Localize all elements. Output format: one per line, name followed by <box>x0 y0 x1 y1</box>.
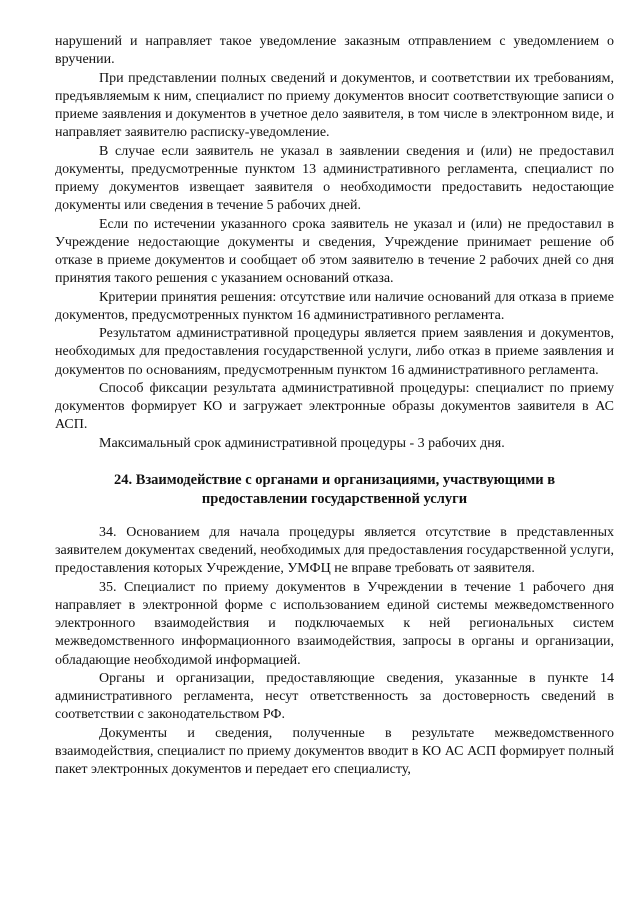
paragraph-result-recording: Способ фиксации результата административной процедуры: специалист по приему документов формирует КО и загружает электронные образы документов заявителя в АС АСП. <box>55 380 614 433</box>
paragraph-interagency-docs: Документы и сведения, полученные в результате межведомственного взаимодействия, специалист по приему документов вводит в КО АС АСП формирует полный пакет электронных документов и передает его специалисту, <box>55 725 614 777</box>
paragraph-continuation: нарушений и направляет такое уведомление заказным отправлением с уведомлением о вручении. <box>55 34 614 68</box>
paragraph-34: 34. Основанием для начала процедуры является отсутствие в представленных заявителем документах сведений, необходимых для предоставления государственной услуги, предоставления которых Учреждение, УМФЦ не вправе требовать от заявителя. <box>55 524 614 577</box>
paragraph-max-duration: Максимальный срок административной процедуры - 3 рабочих дня. <box>99 435 505 451</box>
section-heading: 24. Взаимодействие с органами и организациями, участвующими в предоставлении государственной услуги <box>113 471 556 507</box>
paragraph-decision-criteria: Критерии принятия решения: отсутствие или наличие оснований для отказа в приеме документов, предусмотренных пунктом 16 административного регламента. <box>55 289 614 323</box>
paragraph-35: 35. Специалист по приему документов в Учреждении в течение 1 рабочего дня направляет в электронной форме с использованием единой системы межведомственного электронного взаимодействия и подключаемых к ней региональных систем межведомственного информационного взаимодействия, запросы в органы и организации, обладающие необходимой информацией. <box>55 579 614 668</box>
paragraph-acceptance-records: При представлении полных сведений и документов, и соответствии их требованиям, предъявляемым к ним, специалист по приему документов вносит соответствующие записи о приеме заявления и документов в учетное дело заявителя, в том числе в электронном виде, и направляет заявителю расписку-уведомление. <box>55 70 614 141</box>
paragraph-responsibility: Органы и организации, предоставляющие сведения, указанные в пункте 14 административного регламента, несут ответственность за достоверность сведений в соответствии с законодательством РФ. <box>55 670 614 723</box>
paragraph-missing-documents: В случае если заявитель не указал в заявлении сведения и (или) не предоставил документы, предусмотренные пунктом 13 административного регламента, специалист по приему документов извещает заявителя о необходимости предоставить недостающие документы или сведения в течение 5 рабочих дней. <box>55 143 614 214</box>
paragraph-procedure-result: Результатом административной процедуры является прием заявления и документов, необходимых для предоставления государственной услуги, либо отказ в приеме заявления и документов по основаниям, предусмотренным пунктом 16 административного регламента. <box>55 326 614 378</box>
paragraph-refusal-decision: Если по истечении указанного срока заявитель не указал и (или) не предоставил в Учреждение недостающие документы и сведения, Учреждение принимает решение об отказе в приеме документов и сообщает об этом заявителю в течение 2 рабочих дней со дня принятия такого решения с указанием оснований отказа. <box>55 216 614 287</box>
